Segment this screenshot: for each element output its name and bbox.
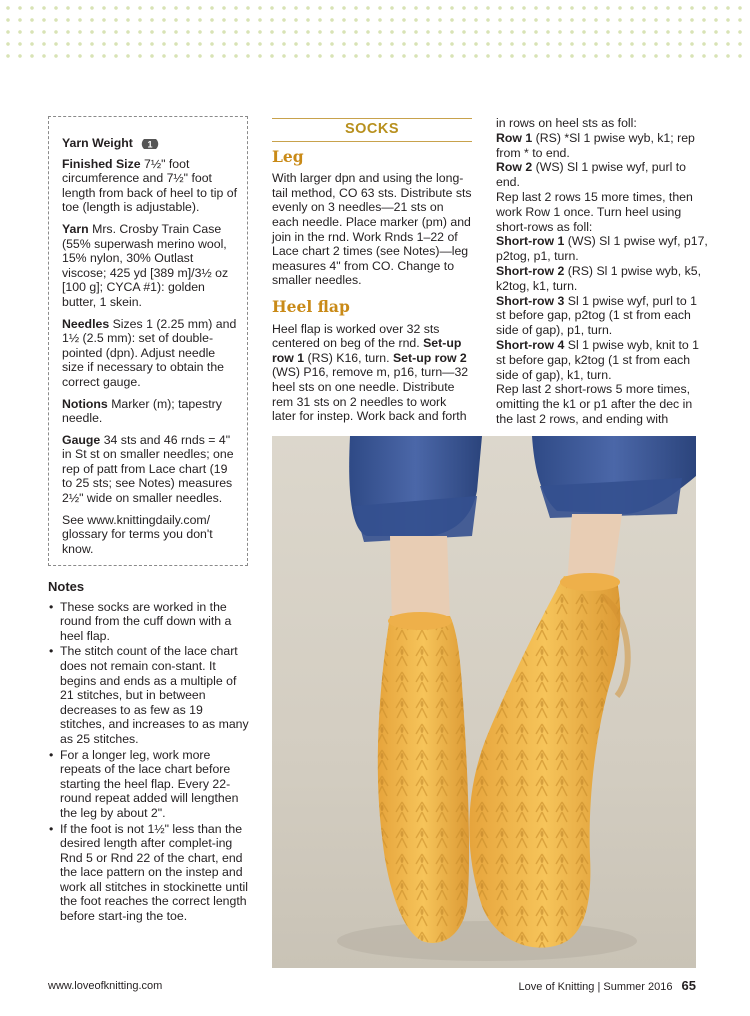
glossary-link-text: See www.knittingdaily.com/ glossary for terms you don't know. (62, 512, 213, 556)
yarn-weight-number: 1 (147, 139, 153, 150)
leg-instructions: With larger dpn and using the long-tail method, CO 63 sts. Distribute sts evenly on 3 needles—21 sts on each needle. Place marker (pm) and join in the rnd. Work Rnds 1–22 of Lace chart 2 times (see Notes)—leg measures 4" from CO. Change to smaller needles. (272, 171, 472, 288)
section-title: SOCKS (272, 118, 472, 142)
middle-column (272, 118, 472, 430)
notes-section (48, 580, 250, 925)
row-2: Row 2 (WS) Sl 1 pwise wyf, purl to end. (496, 160, 686, 190)
short-row-4: Short-row 4 Sl 1 pwise wyb, knit to 1 st before gap, k2tog (1 st from each side of gap), k1, turn. (496, 337, 699, 382)
notions-info: Notions Marker (m); tapestry needle. (62, 396, 222, 426)
notes-item: • The stitch count of the lace chart does not remain con-stant. It begins and ends as a multiple of 21 stitches, but in between decreases to as few as 19 stitches, and increases to as many as 25 stitches. (48, 644, 250, 746)
footer-issue: | Summer 2016 (597, 981, 673, 993)
notes-item: • For a longer leg, work more repeats of the lace chart before starting the heel flap. Every 22-round repeat added will lengthen the leg by about 2". (48, 748, 250, 821)
materials-sidebar (48, 116, 248, 566)
footer-magazine: Love of Knitting (518, 981, 595, 993)
row-1: Row 1 (RS) *Sl 1 pwise wyb, k1; rep from * to end. (496, 130, 695, 160)
short-row-2: Short-row 2 (RS) Sl 1 pwise wyb, k5, k2tog, k1, turn. (496, 263, 702, 293)
decorative-dot-pattern (0, 0, 750, 62)
repeat-instructions: Rep last 2 rows 15 more times, then work Row 1 once. Turn heel using short-rows as foll: (496, 189, 693, 234)
floor-shadow (337, 921, 637, 961)
notes-title: Notes (48, 579, 85, 594)
right-column (496, 116, 708, 427)
notes-item: • If the foot is not 1½" less than the desired length after complet-ing Rnd 5 or Rnd 22 of the chart, end the lace pattern on the instep and work all stitches in stockinette until the foot reaches the correct length before start-ing the toe. (48, 822, 250, 924)
heel-flap-heading: Heel flap (272, 296, 350, 316)
finished-size: Finished Size 7½" foot circumference and 7½" foot length from back of heel to tip of toe (length is adjustable). (62, 156, 237, 215)
yarn-weight-icon (141, 137, 159, 150)
page-number: 65 (681, 978, 696, 993)
short-row-3: Short-row 3 Sl 1 pwise wyf, purl to 1 st before gap, p2tog (1 st from each side of gap), p1, turn. (496, 293, 697, 338)
sock-left-cuff (388, 612, 452, 630)
yarn-info: Yarn Mrs. Crosby Train Case (55% superwash merino wool, 15% nylon, 30% Outlast viscose; 425 yd [389 m]/3½ oz [100 g]; CYCA #1): golden butter, 1 skein. (62, 221, 229, 309)
final-instructions: Rep last 2 short-rows 5 more times, omitting the k1 or p1 after the dec in the last 2 rows, and ending with (496, 382, 693, 426)
footer-website: www.loveofknitting.com (48, 980, 163, 992)
short-row-1: Short-row 1 (WS) Sl 1 pwise wyf, p17, p2tog, p1, turn. (496, 234, 708, 264)
footer-magazine-info (519, 978, 696, 993)
yarn-weight-row (62, 136, 237, 151)
leg-heading: Leg (272, 146, 304, 166)
gauge-info: Gauge 34 sts and 46 rnds = 4" in St st on smaller needles; one rep of patt from Lace chart (19 to 25 sts; see Notes) measures 2½" wide on smaller needles. (62, 432, 234, 506)
notes-list (48, 600, 250, 924)
heel-flap-instructions: Heel flap is worked over 32 sts centered on beg of the rnd. Set-up row 1 (RS) K16, turn. Set-up row 2 (WS) P16, remove m, p16, turn—32 heel sts on one needle. Distribute rem 31 sts on 2 needles to work later for instep. Work back and forth (272, 321, 469, 424)
needles-info: Needles Sizes 1 (2.25 mm) and 1½ (2.5 mm): set of double-pointed (dpn). Adjust needle size if necessary to obtain the correct gauge. (62, 316, 237, 389)
yarn-weight-label: Yarn Weight (62, 136, 133, 150)
sock-right-cuff (560, 573, 620, 591)
socks-photo (272, 436, 696, 968)
notes-item: • These socks are worked in the round from the cuff down with a heel flap. (48, 600, 250, 644)
heel-intro: in rows on heel sts as foll: (496, 116, 637, 130)
